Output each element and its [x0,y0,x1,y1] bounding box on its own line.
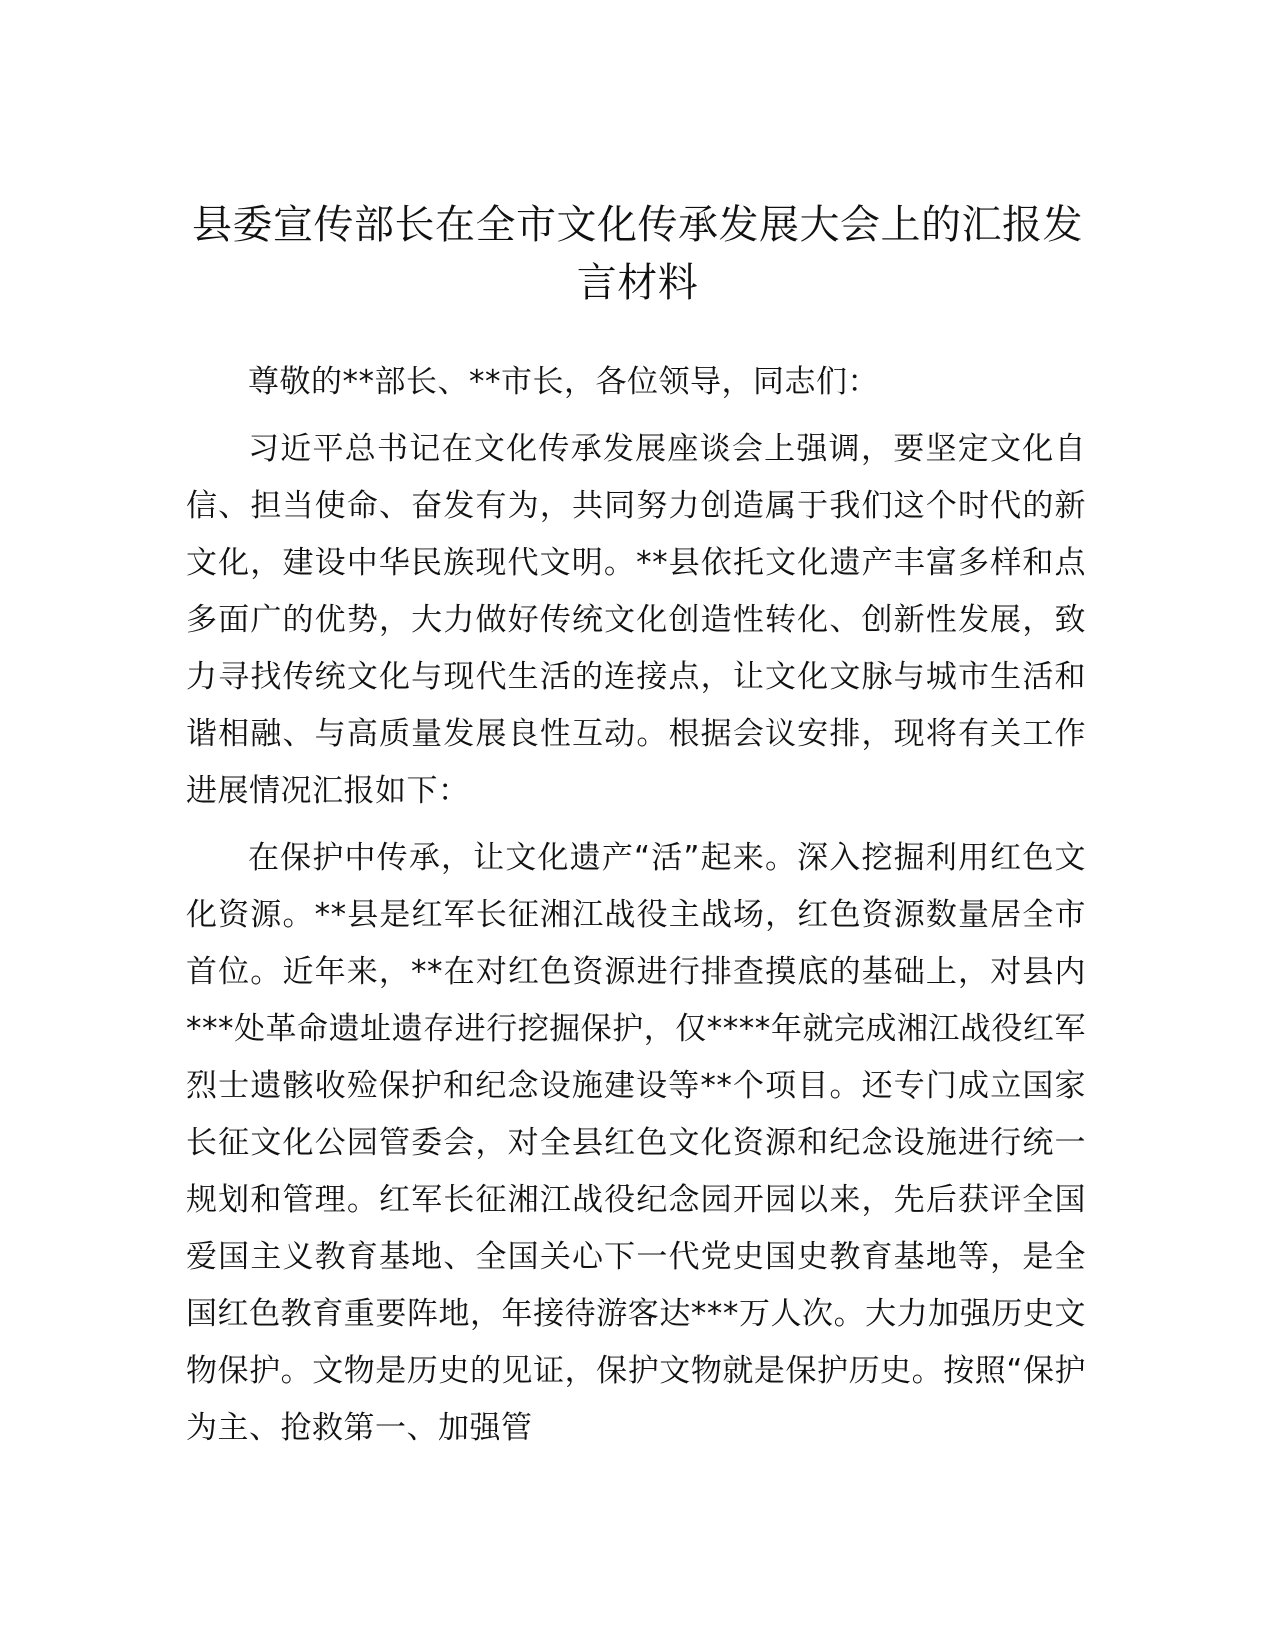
intro-paragraph: 习近平总书记在文化传承发展座谈会上强调，要坚定文化自信、担当使命、奋发有为，共同努力创造属于我们这个时代的新文化，建设中华民族现代文明。**县依托文化遗产丰富多样和点多面广的优势，大力做好传统文化创造性转化、创新性发展，致力寻找传统文化与现代生活的连接点，让文化文脉与城市生活和谐相融、与高质量发展良性互动。根据会议安排，现将有关工作进展情况汇报如下： [186,431,1086,809]
document-title: 县委宣传部长在全市文化传承发展大会上的汇报发言材料 [192,202,1083,306]
heritage-protection-paragraph: 在保护中传承，让文化遗产“活”起来。深入挖掘利用红色文化资源。**县是红军长征湘江战役主战场，红色资源数量居全市首位。近年来，**在对红色资源进行排查摸底的基础上，对县内***处革命遗址遗存进行挖掘保护，仅****年就完成湘江战役红军烈士遗骸收殓保护和纪念设施建设等**个项目。还专门成立国家长征文化公园管委会，对全县红色文化资源和纪念设施进行统一规划和管理。红军长征湘江战役纪念园开园以来，先后获评全国爱国主义教育基地、全国关心下一代党史国史教育基地等，是全国红色教育重要阵地，年接待游客达***万人次。大力加强历史文物保护。文物是历史的见证，保护文物就是保护历史。按照“保护为主、抢救第一、加强管 [186,840,1086,1446]
salutation-paragraph: 尊敬的**部长、**市长，各位领导，同志们： [248,364,879,400]
document-body [186,354,1086,1457]
